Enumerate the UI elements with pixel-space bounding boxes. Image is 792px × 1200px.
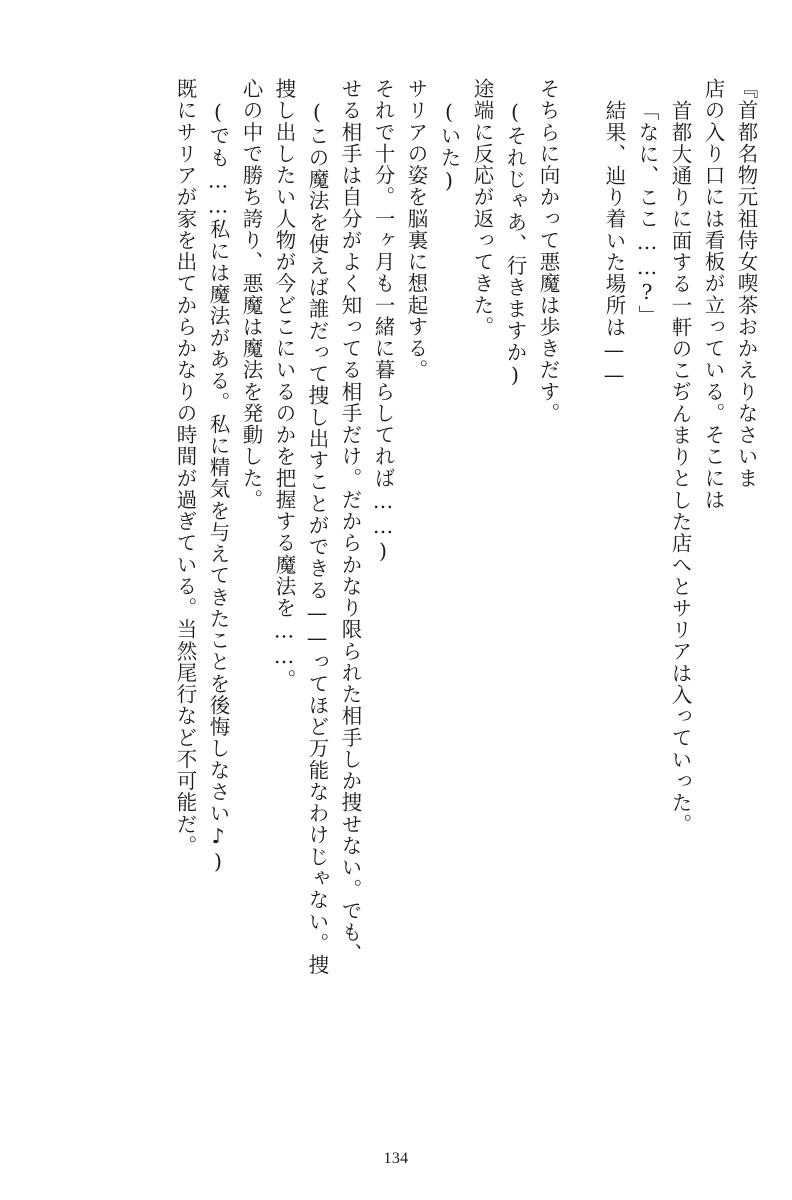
vertical-text-block (36, 78, 756, 1118)
text-column: 心の中で勝ち誇り、悪魔は魔法を発動した。 (239, 78, 263, 511)
text-column: (この魔法を使えば誰だって捜し出すことができる——ってほど万能なわけじゃない。捜 (305, 100, 329, 976)
text-column: そちらに向かって悪魔は歩きだす。 (536, 78, 560, 425)
text-column: 結果、辿り着いた場所は—— (602, 100, 626, 389)
text-column: 首都大通りに面する一軒のこぢんまりとした店へとサリアは入っていった。 (668, 100, 692, 836)
text-column: 「なに、ここ……?」 (635, 100, 659, 327)
text-column: サリアの姿を脳裏に想起する。 (404, 78, 428, 381)
text-column-blank (558, 78, 591, 1118)
text-column: (それじゃあ、行きますか) (503, 100, 527, 389)
text-column: それで十分。一ヶ月も一緒に暮らしてれば……) (371, 78, 395, 565)
text-column: 『首都名物元祖侍女喫茶おかえりなさいま (734, 78, 758, 489)
text-column: 途端に反応が返ってきた。 (470, 78, 494, 338)
text-column: 既にサリアが家を出てからかなりの時間が過ぎている。当然尾行など不可能だ。 (173, 78, 197, 857)
text-column: (いた) (437, 100, 461, 194)
text-column: 捜し出したい人物が今どこにいるのかを把握する魔法を……。 (272, 78, 296, 691)
text-column: (でも……私には魔法がある。私に精気を与えてきたことを後悔しなさい♪) (206, 100, 230, 875)
text-column: せる相手は自分がよく知ってる相手だけ。だからかなり限られた相手しか捜せない。でも、 (338, 78, 362, 965)
page-number: 134 (383, 1150, 409, 1167)
text-column: 店の入り口には看板が立っている。そこには (701, 78, 725, 511)
